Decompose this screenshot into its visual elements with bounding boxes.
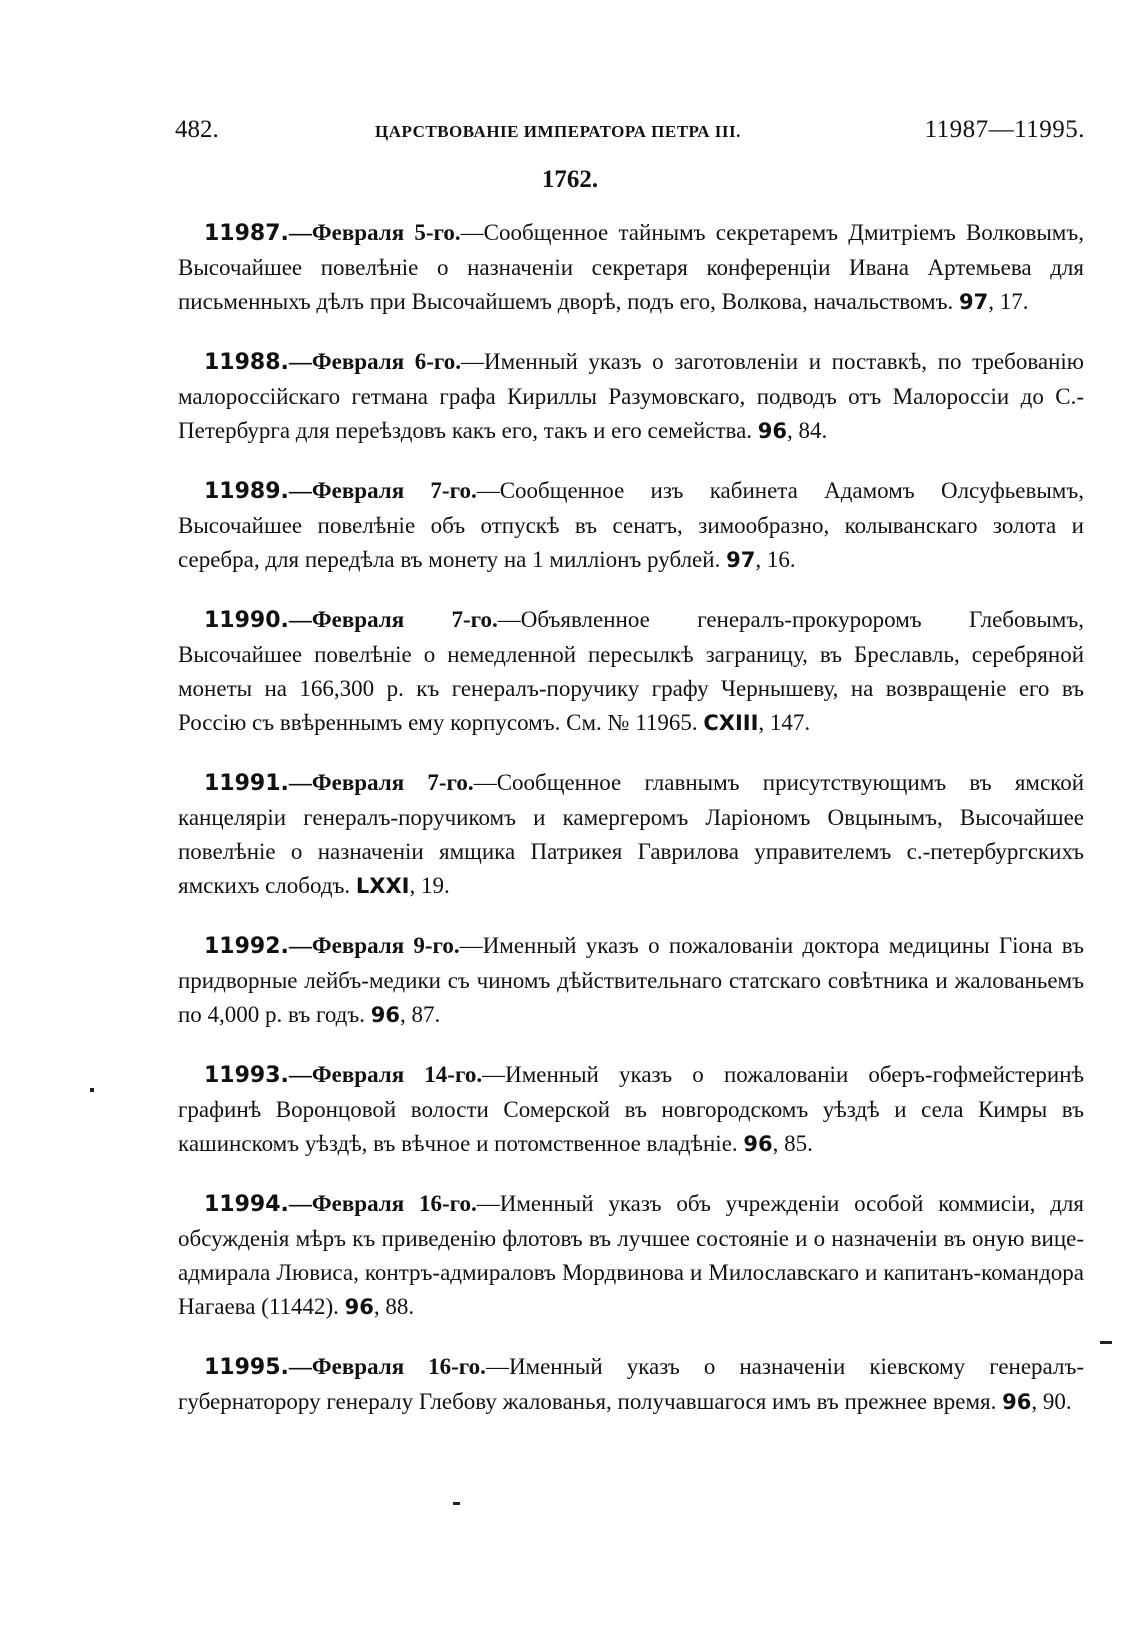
entry-page: , 90. xyxy=(1031,1389,1072,1414)
entry-page: , 85. xyxy=(772,1131,813,1156)
entry-date: —Февраля 7-го. xyxy=(288,770,474,795)
entry xyxy=(178,1058,1084,1161)
entry xyxy=(178,603,1084,740)
entry-page: , 19. xyxy=(409,873,450,898)
entry-number: 11990. xyxy=(204,608,289,633)
scan-speck xyxy=(90,1088,94,1092)
entry-body: —Сообщенное главнымъ присутствующимъ въ ямской канцеляріи генералъ-поручикомъ и камергеромъ Ларіономъ Овцынымъ, Высочайшее повелѣніе о назначеніи ямщика Патрикея Гаврилова управителемъ с.-петербургскихъ ямскихъ слободъ. xyxy=(178,770,1085,898)
entry-volume: 96 xyxy=(757,419,788,443)
entry-date: —Февраля 16-го. xyxy=(288,1191,477,1216)
entry-page: , 87. xyxy=(400,1002,441,1027)
entry xyxy=(178,766,1084,903)
entry-page: , 88. xyxy=(373,1294,415,1319)
entries-list xyxy=(178,216,1084,1445)
year-heading: 1762. xyxy=(541,166,599,193)
entry xyxy=(178,345,1084,448)
entry-date: —Февраля 14-го. xyxy=(288,1062,483,1087)
entry-volume: 97 xyxy=(726,548,756,572)
entry xyxy=(178,216,1084,319)
entry-number: 11989. xyxy=(204,479,289,504)
entry-number: 11993. xyxy=(204,1063,289,1088)
entry-number: 11995. xyxy=(204,1355,289,1380)
entry xyxy=(178,929,1084,1032)
entry-number: 11988. xyxy=(204,350,289,375)
entry-volume: 96 xyxy=(344,1295,374,1319)
page-header xyxy=(175,116,1085,150)
entry-body: —Именный указъ объ учрежденіи особой коммисіи, для обсужденія мѣръ къ приведенію флотовъ въ лучшее состояніе и о назначеніи въ оную вице-адмирала Лювиса, контръ-адмираловъ Мордвинова и Милославскаго и капитанъ-командора Нагаева (11442). xyxy=(178,1191,1084,1319)
entry-volume: LXXI xyxy=(355,874,410,898)
entry-volume: CXIII xyxy=(703,711,759,735)
entry-number: 11994. xyxy=(204,1192,289,1217)
entry-volume: 96 xyxy=(370,1003,401,1027)
entry-body: —Именный указъ о назначеніи кіевскому генералъ-губернаторору генералу Глебову жалованья, получавшагося имъ въ прежнее время. xyxy=(178,1354,1084,1414)
entry-date: —Февраля 7-го. xyxy=(288,607,498,632)
entry-body: —Именный указъ о пожалованіи оберъ-гофмейстеринѣ графинѣ Воронцовой волости Сомерской въ новгородскомъ уѣздѣ и села Кимры въ кашинскомъ уѣздѣ, въ вѣчное и потомственное владѣніе. xyxy=(178,1062,1084,1156)
running-title: ЦАРСТВОВАНІЕ ИМПЕРАТОРА ПЕТРА III. xyxy=(375,122,741,141)
entry-body: —Именный указъ о пожалованіи доктора медицины Гіона въ придворные лейбъ-медики съ чиномъ дѣйствительнаго статскаго совѣтника и жалованьемъ по 4,000 р. въ годъ. xyxy=(178,933,1084,1027)
entry-body: —Сообщенное изъ кабинета Адамомъ Олсуфьевымъ, Высочайшее повелѣніе объ отпускѣ въ сенатъ, зимообразно, колыванскаго золота и серебра, для передѣла въ монету на 1 милліонъ рублей. xyxy=(178,478,1084,572)
entry-date: —Февраля 16-го. xyxy=(288,1354,486,1379)
entry-body: —Именный указъ о заготовленіи и поставкѣ, по требованію малороссійскаго гетмана графа Кириллы Разумовскаго, подводъ отъ Малороссіи до С.-Петербурга для переѣздовъ какъ его, такъ и его семейства. xyxy=(178,349,1084,443)
entry-page: , 17. xyxy=(988,289,1029,314)
entry-number: 11992. xyxy=(204,934,289,959)
entry-volume: 97 xyxy=(958,290,989,314)
entry-page: , 16. xyxy=(755,547,796,572)
entry-date: —Февраля 6-го. xyxy=(288,349,462,374)
entry-date: —Февраля 9-го. xyxy=(288,933,460,958)
entry-body: —Объявленное генералъ-прокуроромъ Глебовымъ, Высочайшее повелѣніе о немедленной пересылкѣ заграницу, въ Бреславль, серебряной монеты на 166,300 р. къ генералъ-поручику графу Чернышеву, на возвращеніе его въ Россію съ ввѣреннымъ ему корпусомъ. См. № 11965. xyxy=(178,607,1084,735)
entry xyxy=(178,1350,1084,1419)
page-number: 482. xyxy=(175,116,219,143)
entry-volume: 96 xyxy=(743,1132,773,1156)
entry-page: , 147. xyxy=(758,710,811,735)
entry-page: , 84. xyxy=(787,418,828,443)
entry xyxy=(178,474,1084,577)
entry-body: —Сообщенное тайнымъ секретаремъ Дмитріемъ Волковымъ, Высочайшее повелѣніе о назначеніи секретаря конференціи Ивана Артемьева для письменныхъ дѣлъ при Высочайшемъ дворѣ, подъ его, Волкова, начальствомъ. xyxy=(178,220,1084,314)
entry-range: 11987—11995. xyxy=(924,116,1085,143)
entry-number: 11987. xyxy=(204,221,289,246)
entry-volume: 96 xyxy=(1002,1390,1032,1414)
entry-date: —Февраля 5-го. xyxy=(288,220,461,245)
entry xyxy=(178,1187,1084,1324)
entry-number: 11991. xyxy=(204,771,289,796)
entry-date: —Февраля 7-го. xyxy=(288,478,477,503)
scan-speck xyxy=(453,1502,460,1505)
scan-speck xyxy=(1100,1341,1112,1344)
